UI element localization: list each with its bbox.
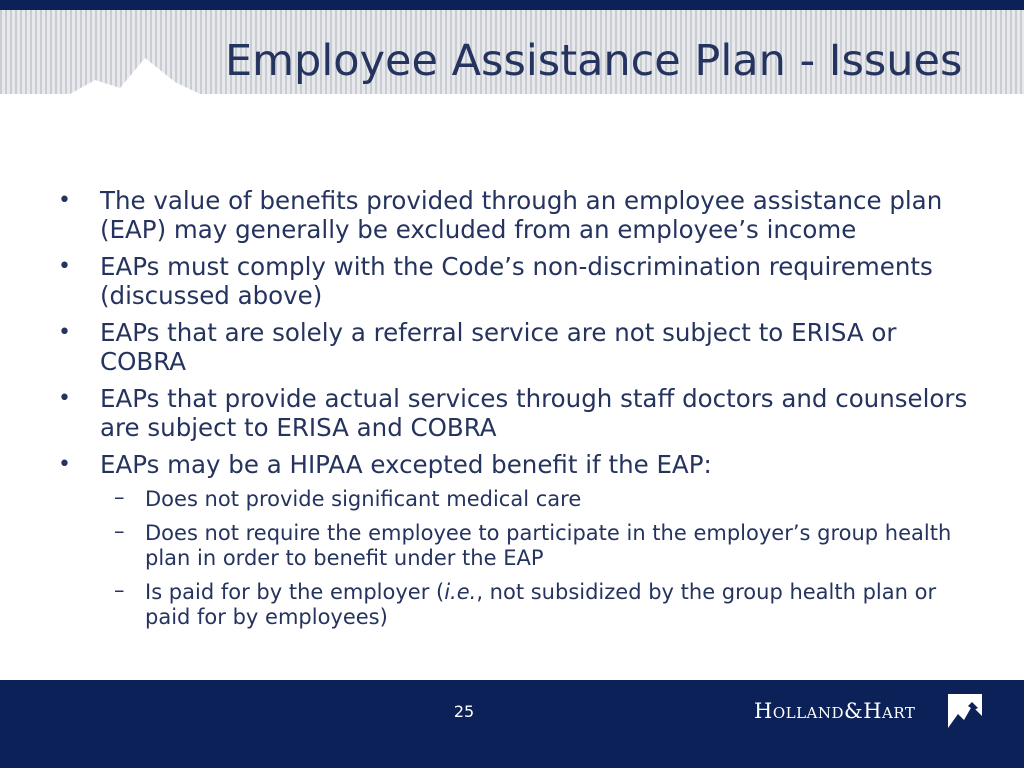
sub-bullet-item xyxy=(58,487,978,512)
bullet-item xyxy=(58,384,978,442)
slide-title: Employee Assistance Plan - Issues xyxy=(225,36,963,86)
sub-bullet-text-pre: Is paid for by the employer ( xyxy=(145,580,445,604)
bullet-text: EAPs that are solely a referral service are not subject to ERISA or COBRA xyxy=(100,318,897,376)
dash-marker: – xyxy=(114,519,125,543)
sub-bullet-item xyxy=(58,580,978,630)
sub-bullet-text: Does not require the employee to participate in the employer’s group health plan in order to benefit under the EAP xyxy=(145,521,952,570)
bullet-text: EAPs may be a HIPAA excepted benefit if the EAP: xyxy=(100,450,712,479)
footer-bar xyxy=(0,680,1024,768)
holland-hart-logo-text: Holland&Hart xyxy=(754,699,916,723)
bullet-marker: • xyxy=(58,386,71,411)
bullet-marker: • xyxy=(58,452,71,477)
sub-bullet-list xyxy=(58,487,978,630)
bullet-item xyxy=(58,252,978,310)
bullet-item xyxy=(58,450,978,479)
sub-bullet-text-post: , not subsidized by the group health plan or paid for by employees) xyxy=(145,580,937,629)
page-number: 25 xyxy=(453,702,475,721)
bullet-item xyxy=(58,186,978,244)
sub-bullet-text-italic: i.e. xyxy=(444,580,477,604)
slide-content xyxy=(58,186,978,639)
bullet-text: The value of benefits provided through an employee assistance plan (EAP) may generally be excluded from an employee’s income xyxy=(100,186,943,244)
dash-marker: – xyxy=(114,485,125,509)
bullet-marker: • xyxy=(58,254,71,279)
bullet-item xyxy=(58,318,978,376)
bullet-text: EAPs must comply with the Code’s non-discrimination requirements (discussed above) xyxy=(100,252,933,310)
sub-bullet-item xyxy=(58,521,978,571)
top-bar xyxy=(0,0,1024,10)
bullet-marker: • xyxy=(58,320,71,345)
bullet-text: EAPs that provide actual services through staff doctors and counselors are subject to ERISA and COBRA xyxy=(100,384,968,442)
mountain-graphic xyxy=(0,10,220,94)
dash-marker: – xyxy=(114,578,125,602)
bullet-marker: • xyxy=(58,188,71,213)
sub-bullet-text: Does not provide significant medical care xyxy=(145,487,582,511)
mountain-logo-icon xyxy=(948,694,982,728)
